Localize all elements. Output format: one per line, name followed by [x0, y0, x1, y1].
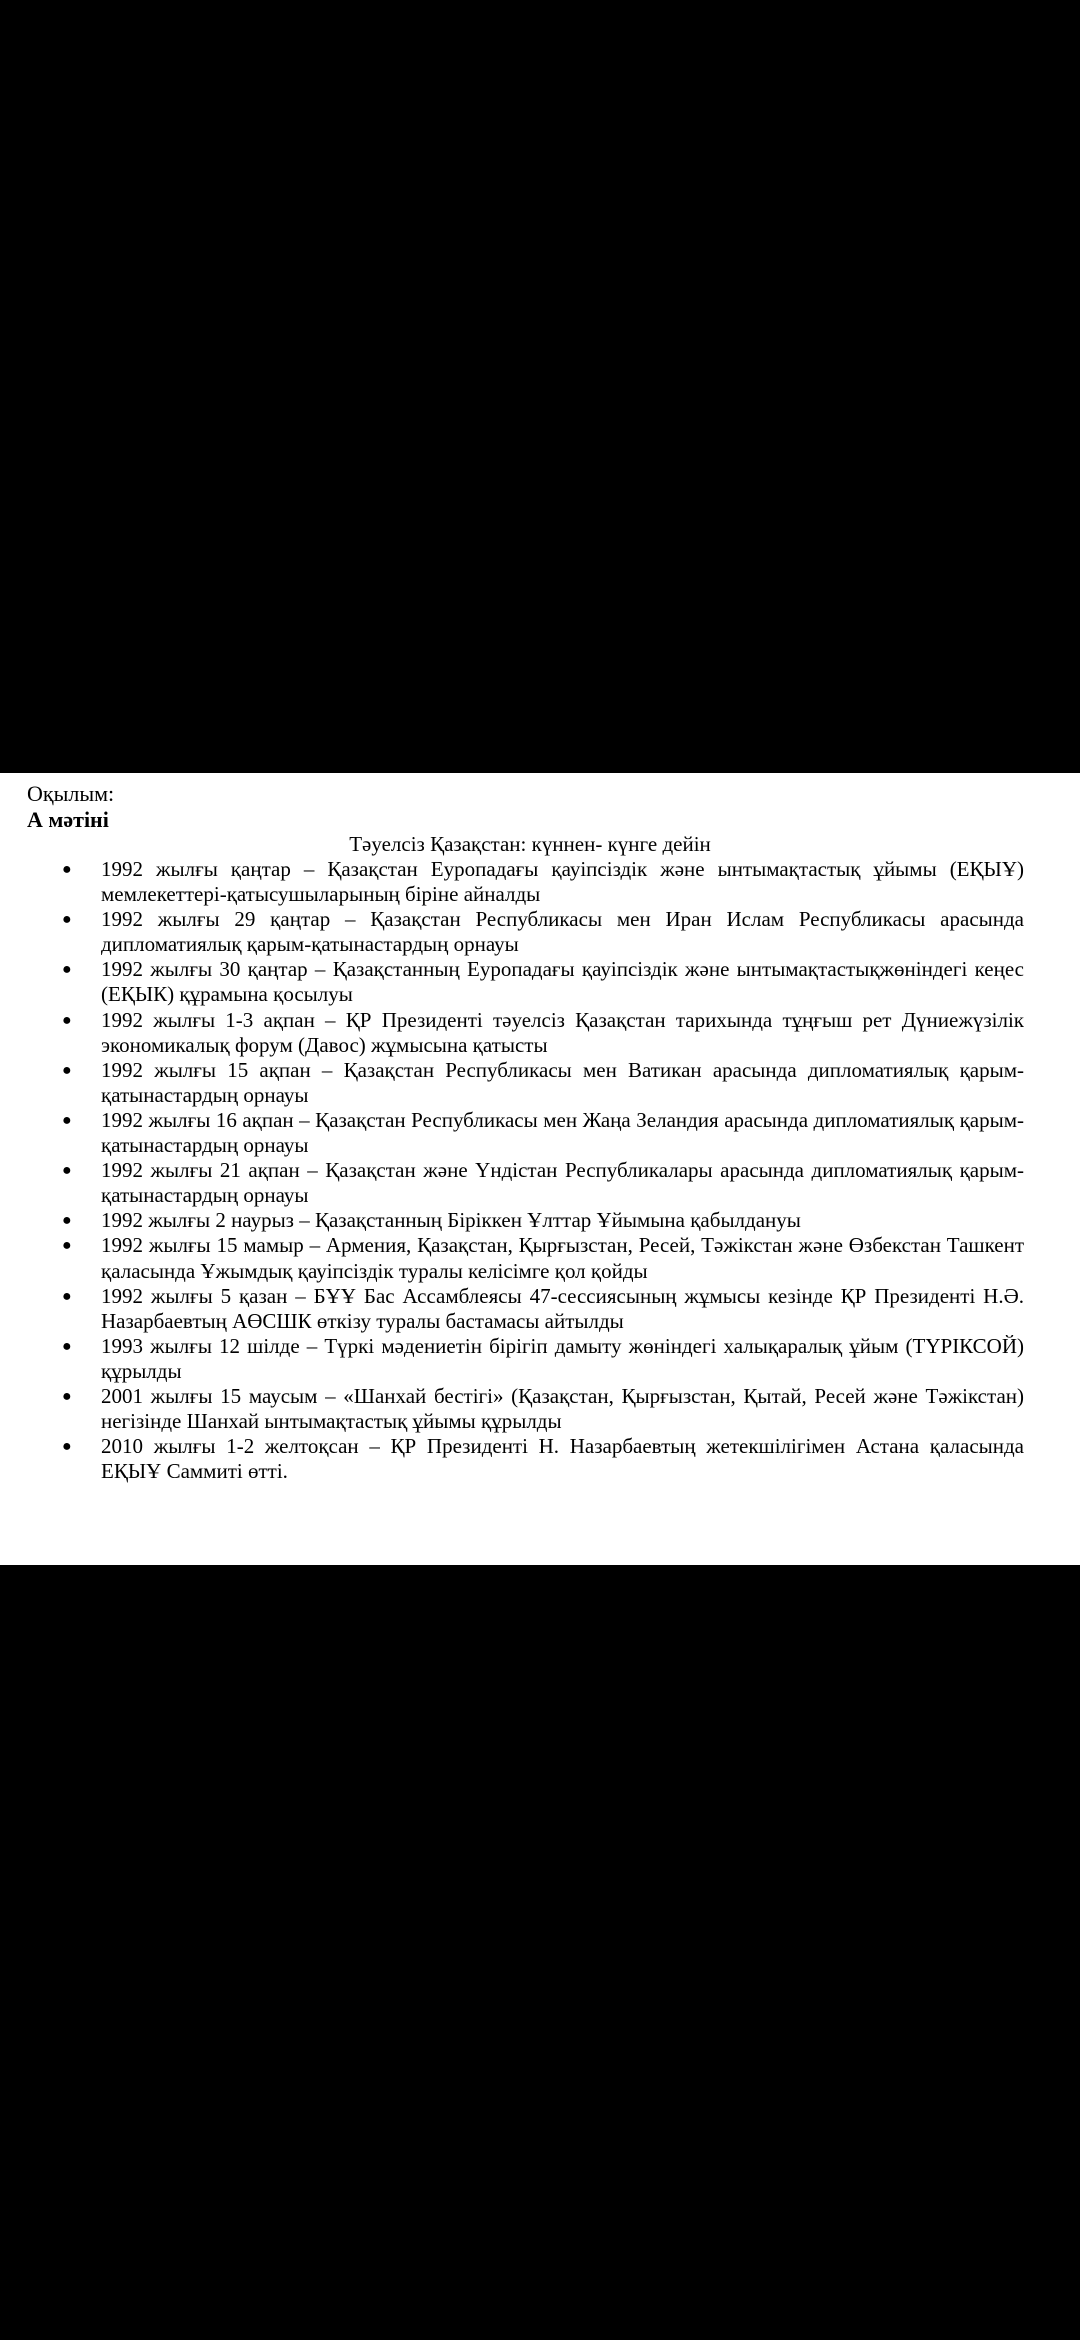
bullet-icon: ● [62, 1287, 72, 1305]
list-item: ● 1992 жылғы 5 қазан – БҰҰ Бас Ассамблеясы 47-сессиясының жұмысы кезінде ҚР Президенті Н.Ә. Назарбаевтың АӨСШК өткізу туралы бастамасы айтылды [62, 1283, 1024, 1333]
bullet-icon: ● [62, 1061, 72, 1079]
bullet-icon: ● [62, 1237, 72, 1255]
bullet-icon: ● [62, 1162, 72, 1180]
bullet-icon: ● [62, 1111, 72, 1129]
list-item: ● 1992 жылғы 29 қаңтар – Қазақстан Республикасы мен Иран Ислам Республикасы арасында дипломатиялық қарым-қатынастардың орнауы [62, 907, 1024, 957]
events-list [0, 857, 1080, 1484]
list-item: ● 1992 жылғы 21 ақпан – Қазақстан және Үндістан Республикалары арасында дипломатиялық қарым-қатынастардың орнауы [62, 1158, 1024, 1208]
bullet-icon: ● [62, 961, 72, 979]
list-item: ● 2010 жылғы 1-2 желтоқсан – ҚР Президенті Н. Назарбаевтың жетекшілігімен Астана қаласында ЕҚЫҰ Саммиті өтті. [62, 1434, 1024, 1484]
list-item: ● 1993 жылғы 12 шілде – Түркі мәдениетін бірігіп дамыту жөніндегі халықаралық ұйым (ТҮРІКСОЙ) құрылды [62, 1333, 1024, 1383]
document-page [0, 773, 1080, 1565]
document-title: Тәуелсіз Қазақстан: күннен- күнге дейін [349, 832, 711, 856]
list-item: ● 1992 жылғы 2 наурыз – Қазақстанның Біріккен Ұлттар Ұйымына қабылдануы [62, 1208, 801, 1233]
list-item: ● 1992 жылғы қаңтар – Қазақстан Еуропадағы қауіпсіздік және ынтымақтастық ұйымы (ЕҚЫҰ) мемлекеттері-қатысушыларының біріне айналды [62, 857, 1024, 907]
text-heading: А мәтіні [27, 807, 109, 832]
bullet-icon: ● [62, 1011, 72, 1029]
list-item: ● 1992 жылғы 30 қаңтар – Қазақстанның Еуропадағы қауіпсіздік және ынтымақтастықжөніндегі кеңес (ЕҚЫК) құрамына қосылуы [62, 957, 1024, 1007]
list-item: ● 1992 жылғы 16 ақпан – Қазақстан Республикасы мен Жаңа Зеландия арасында дипломатиялық қарым-қатынастардың орнауы [62, 1107, 1024, 1158]
bullet-icon: ● [62, 861, 72, 878]
bullet-icon: ● [62, 1387, 72, 1405]
section-label: Оқылым: [27, 781, 115, 806]
bullet-icon: ● [62, 1438, 72, 1456]
bullet-icon: ● [62, 1212, 72, 1230]
bullet-icon: ● [62, 911, 72, 929]
bullet-icon: ● [62, 1337, 72, 1355]
list-item: ● 2001 жылғы 15 маусым – «Шанхай бестігі» (Қазақстан, Қырғызстан, Қытай, Ресей және Тәжікстан) негізінде Шанхай ынтымақтастық ұйымы құрылды [62, 1383, 1024, 1434]
list-item: ● 1992 жылғы 1-3 ақпан – ҚР Президенті тәуелсіз Қазақстан тарихында тұңғыш рет Дүниежүзілік экономикалық форум (Давос) жұмысына қатысты [62, 1007, 1024, 1057]
list-item: ● 1992 жылғы 15 мамыр – Армения, Қазақстан, Қырғызстан, Ресей, Тәжікстан және Өзбекстан Ташкент қаласында Ұжымдық қауіпсіздік туралы келісімге қол қойды [62, 1233, 1024, 1283]
list-item: ● 1992 жылғы 15 ақпан – Қазақстан Республикасы мен Ватикан арасында дипломатиялық қарым-қатынастардың орнауы [62, 1057, 1024, 1107]
